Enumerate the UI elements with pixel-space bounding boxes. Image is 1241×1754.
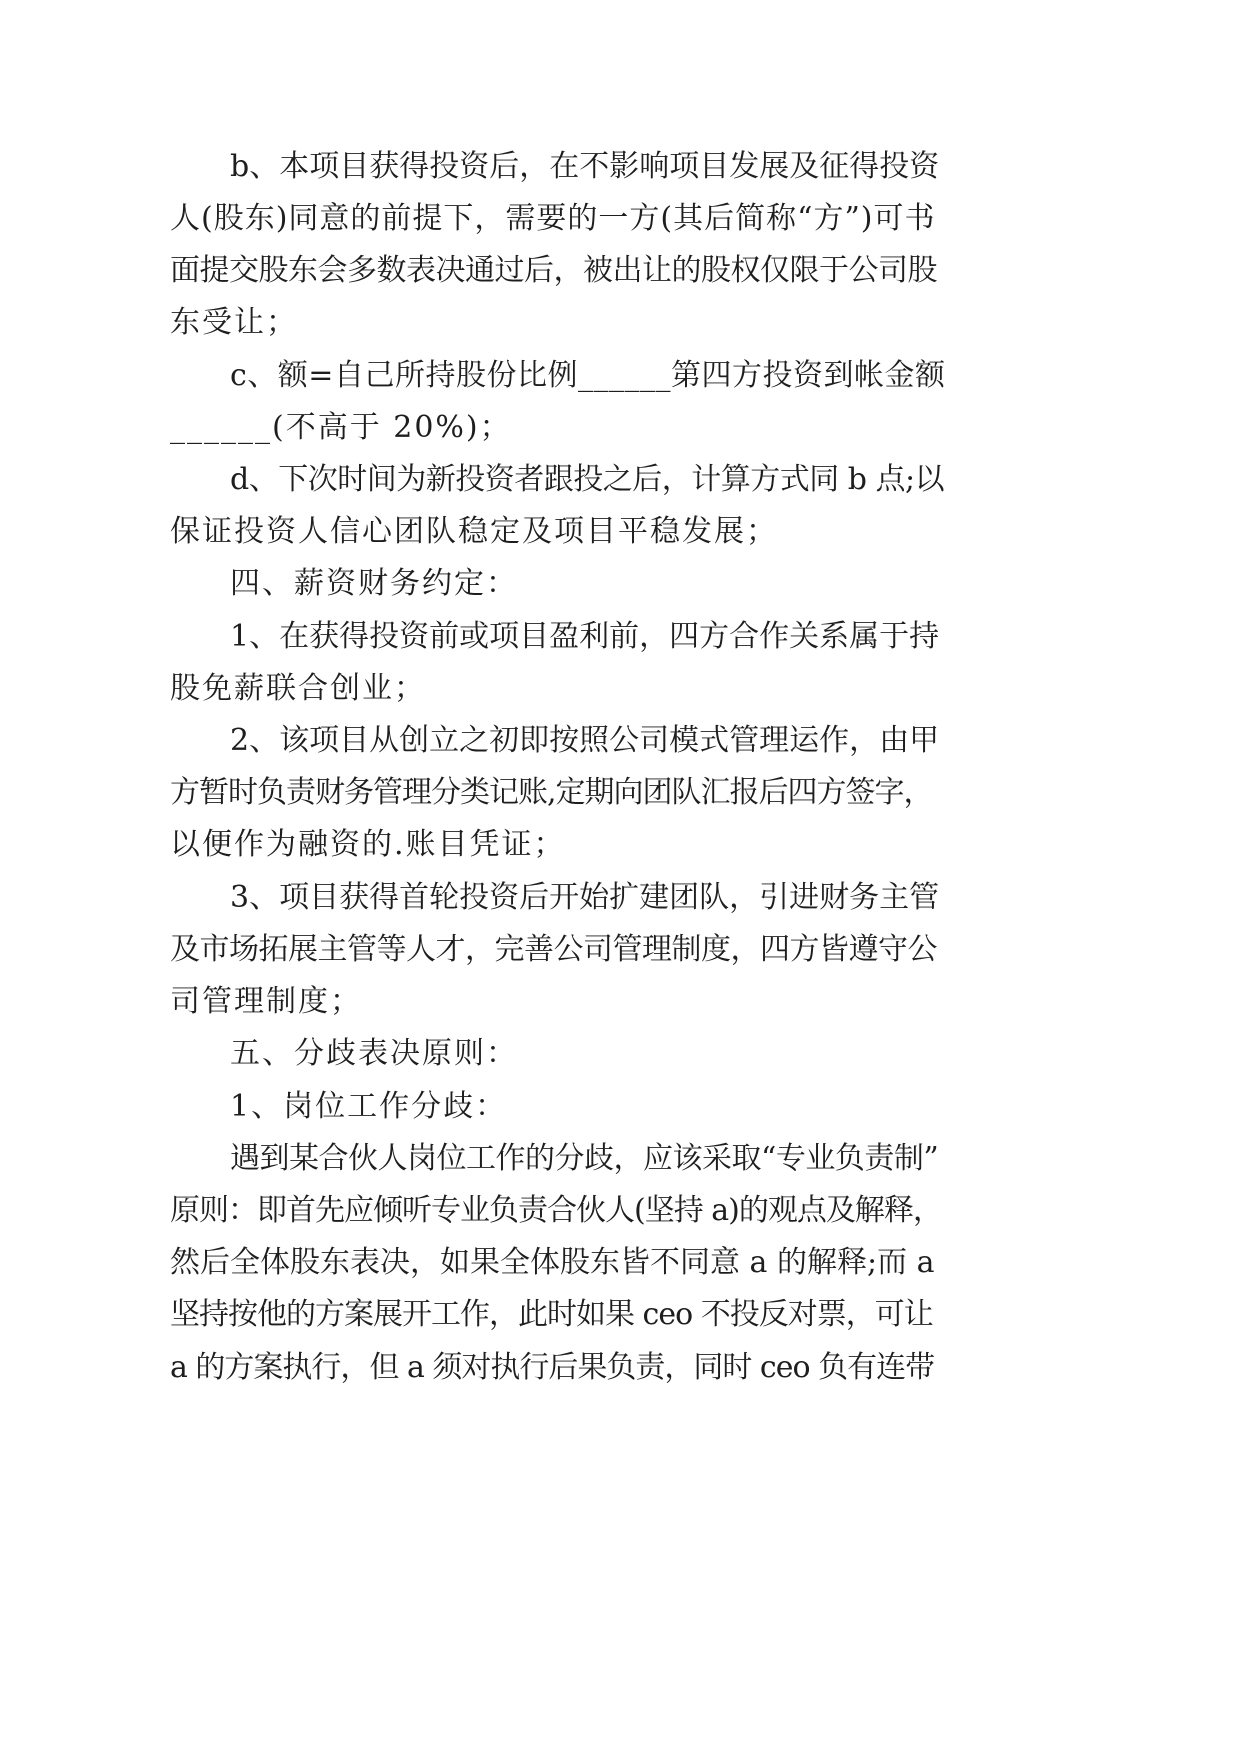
- text-line: 方暂时负责财务管理分类记账,定期向团队汇报后四方签字，: [170, 775, 933, 810]
- text-line: 2、该项目从创立之初即按照公司模式管理运作，由甲: [230, 723, 940, 758]
- text-line: 原则：即首先应倾听专业负责合伙人(坚持 a)的观点及解释，: [170, 1193, 942, 1228]
- subsection-heading: 1、岗位工作分歧：: [230, 1089, 508, 1124]
- text-line: ______(不高于 20%)；: [170, 410, 512, 445]
- text-line: 东受让；: [170, 305, 298, 340]
- text-line: 3、项目获得首轮投资后开始扩建团队，引进财务主管: [230, 880, 940, 915]
- text-line: 坚持按他的方案展开工作，此时如果 ceo 不投反对票，可让: [170, 1297, 933, 1332]
- text-line: 以便作为融资的.账目凭证；: [170, 827, 566, 862]
- text-line: c、额=自己所持股份比例______第四方投资到帐金额: [230, 358, 946, 393]
- text-line: d、下次时间为新投资者跟投之后，计算方式同 b 点;以: [230, 462, 945, 497]
- section-heading: 四、薪资财务约定：: [230, 566, 518, 601]
- text-line: 面提交股东会多数表决通过后，被出让的股权仅限于公司股: [170, 253, 937, 288]
- text-line: b、本项目获得投资后，在不影响项目发展及征得投资: [230, 149, 940, 184]
- text-line: 1、在获得投资前或项目盈利前，四方合作关系属于持: [230, 619, 940, 654]
- text-line: 保证投资人信心团队稳定及项目平稳发展；: [170, 514, 778, 549]
- section-heading: 五、分歧表决原则：: [230, 1036, 518, 1071]
- text-line: 司管理制度；: [170, 984, 362, 1019]
- text-line: 然后全体股东表决，如果全体股东皆不同意 a 的解释;而 a: [170, 1245, 935, 1280]
- text-line: a 的方案执行，但 a 须对执行后果负责，同时 ceo 负有连带: [170, 1350, 935, 1385]
- text-line: 及市场拓展主管等人才，完善公司管理制度，四方皆遵守公: [170, 932, 937, 967]
- text-line: 股免薪联合创业；: [170, 671, 426, 706]
- text-line: 遇到某合伙人岗位工作的分歧，应该采取“专业负责制”: [230, 1141, 939, 1176]
- text-line: 人(股东)同意的前提下，需要的一方(其后简称“方”)可书: [170, 201, 936, 236]
